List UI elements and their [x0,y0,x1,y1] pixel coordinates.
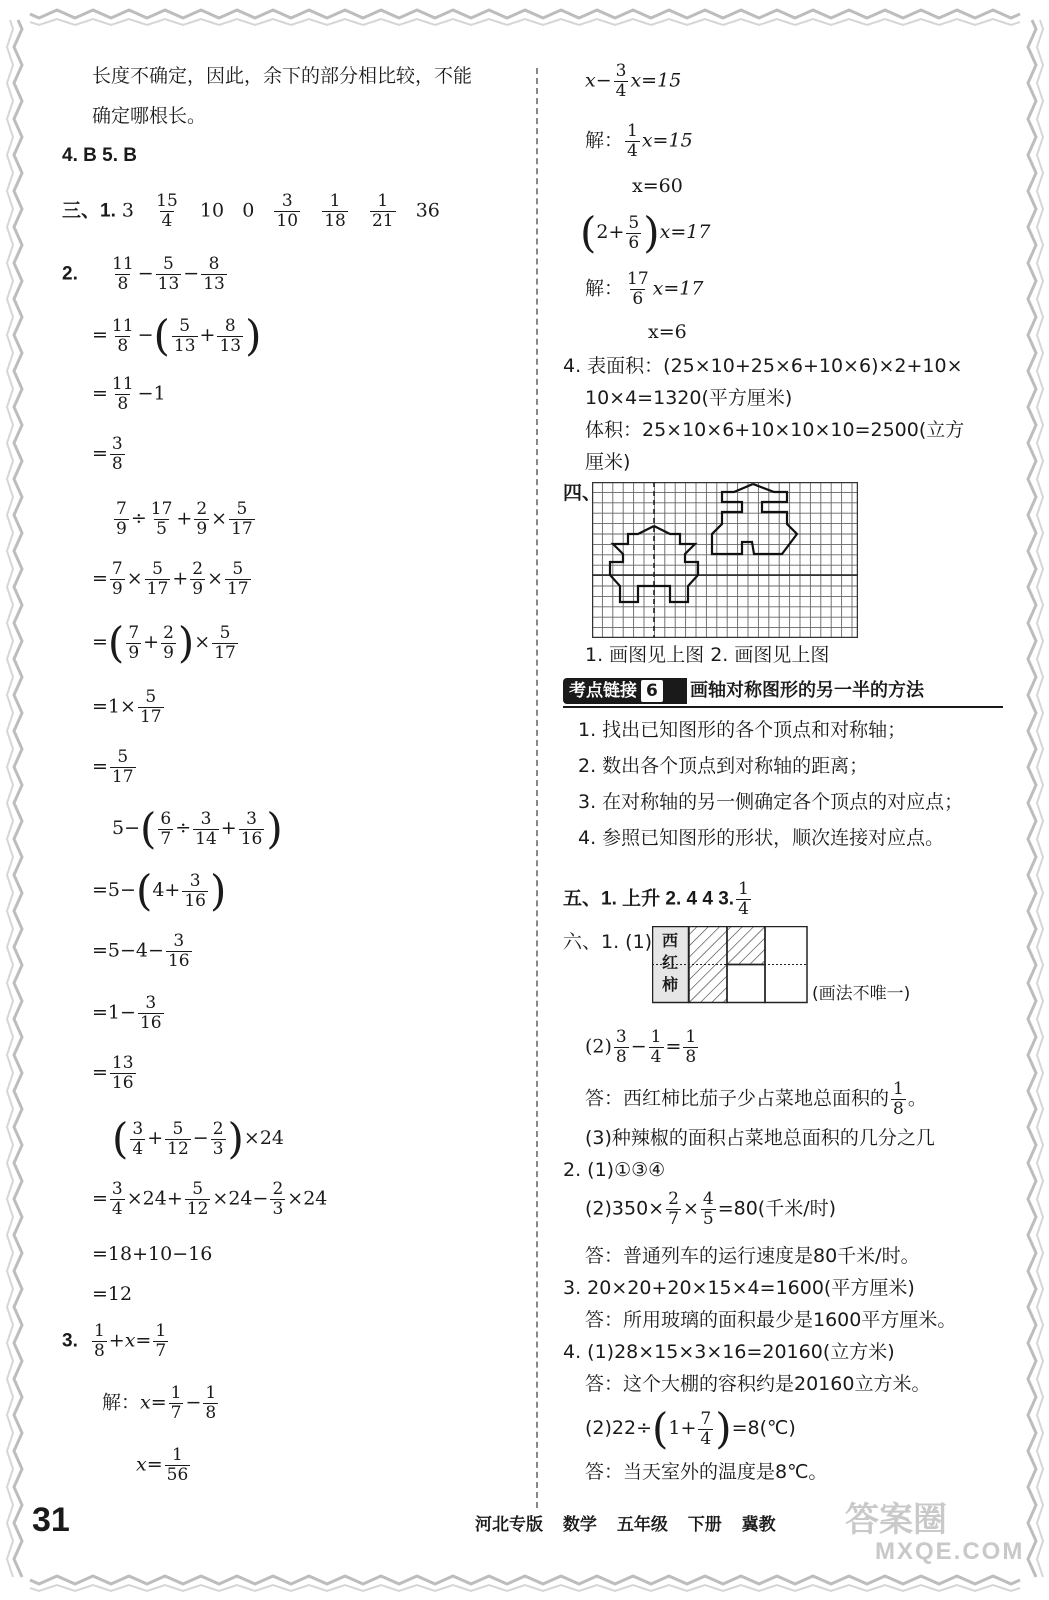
calc-line: $\frac{7}{9}$ ÷ $\frac{17}{5}$ + $\frac{2}{9}$ × $\frac{5}{17}$ [116,499,253,539]
calc-line: 解： $\frac{1}{4}$ x=15 [585,121,693,161]
answer-line: 答：这个大棚的容积约是20160立方米。 [585,1373,931,1395]
calc-line: 解：x= $\frac{1}{7}$ − $\frac{1}{8}$ [102,1383,217,1423]
method-step: 1. 找出已知图形的各个顶点和对称轴； [578,719,907,741]
fraction: $\frac{1}{21}$ [371,191,394,231]
calc-line: 解： $\frac{17}{6}$ x=17 [585,269,704,309]
answer-line: 答：普通列车的运行速度是80千米/时。 [585,1245,920,1267]
calc-line: =5−(4+ $\frac{3}{16}$ ) [92,866,227,915]
calc-line: =5−4− $\frac{3}{16}$ [92,931,190,971]
fraction: $\frac{15}{4}$ [156,191,178,231]
calc-line: (2+ $\frac{5}{6}$ )x=17 [580,208,711,257]
right-tree-shape [712,484,797,554]
answer-q4-line: 厘米) [585,451,631,473]
calc-line: x=60 [632,175,683,197]
calc-line: ( $\frac{3}{4}$ + $\frac{5}{12}$ − $\frac{2}{3}$ )×24 [112,1114,285,1163]
watermark-logo: 答案圈 [845,1500,947,1540]
answer-4-5: 4. B 5. B [62,145,137,166]
method-step: 3. 在对称轴的另一侧确定各个顶点的对应点； [578,791,964,813]
section-label: 三、1. [62,200,116,222]
footer-book-info: 河北专版 数学 五年级 下册 冀教 [475,1515,776,1535]
text-line: 确定哪根长。 [92,105,207,127]
section-3-q1: 三、1. 3 $\frac{15}{4}$ 10 0 $\frac{3}{10}$ $\frac{1}{18}$ $\frac{1}{21}$ 36 [62,191,440,231]
answer-line: 答：当天室外的温度是8℃。 [585,1461,828,1483]
answer-q4-line: 体积：25×10×6+10×10×10=2500(立方 [585,419,965,441]
answer-line: 3. 20×20+20×15×4=1600(平方厘米) [563,1277,915,1299]
draw-note: (画法不唯一) [812,984,911,1004]
calc-line: = $\frac{13}{16}$ [92,1053,134,1093]
column-divider [536,68,538,1508]
section-4-label: 四、 [563,483,602,504]
plot-label-tomato: 西红柿 [661,931,678,994]
answer-line: 2. (1)①③④ [563,1159,666,1181]
calc-line: = $\frac{11}{8}$ −1 [92,374,166,414]
answer-line: 答：西红柿比茄子少占菜地总面积的 $\frac{1}{8}$ 。 [585,1079,927,1119]
method-step: 2. 数出各个顶点到对称轴的距离； [578,755,869,777]
calc-line: (2) $\frac{3}{8}$ − $\frac{1}{4}$ = $\frac{1}{8}$ [585,1027,697,1067]
answer-q4-line: 4. 表面积：(25×10+25×6+10×6)×2+10× [563,355,963,377]
fraction: $\frac{1}{18}$ [324,191,346,231]
tag-underline [563,706,1003,708]
calc-line: (2)350× $\frac{2}{7}$ × $\frac{4}{5}$ =80(千米/时) [585,1189,837,1229]
fraction: $\frac{3}{10}$ [276,191,299,231]
calc-line: 2. $\frac{11}{8}$ − $\frac{5}{13}$ − $\frac{8}{13}$ [62,254,225,294]
calc-line: = $\frac{11}{8}$ −( $\frac{5}{13}$ + $\frac{8}{13}$ ) [92,311,262,360]
calc-line: 5−( $\frac{6}{7}$ ÷ $\frac{3}{14}$ + $\frac{3}{16}$ ) [112,804,283,853]
calc-line: =1× $\frac{5}{17}$ [92,687,162,727]
calc-line: x=6 [648,321,687,343]
answer-line: 答：所用玻璃的面积最少是1600平方厘米。 [585,1309,957,1331]
answer-q4-line: 10×4=1320(平方厘米) [585,387,793,409]
knowledge-link-title: 画轴对称图形的另一半的方法 [690,680,924,701]
calc-line: =( $\frac{7}{9}$ + $\frac{2}{9}$ )× $\frac{5}{17}$ [92,618,236,667]
calc-line: = $\frac{5}{17}$ [92,747,134,787]
watermark-url: MXQE.COM [875,1538,1025,1565]
text-line: 长度不确定，因此，余下的部分相比较，不能 [92,65,473,87]
calc-line: =18+10−16 [92,1243,213,1265]
answer-line: (3)种辣椒的面积占菜地总面积的几分之几 [585,1127,935,1149]
calc-line: =1− $\frac{3}{16}$ [92,993,162,1033]
calc-line: = $\frac{7}{9}$ × $\frac{5}{17}$ + $\frac{2}{9}$ × $\frac{5}{17}$ [92,559,249,599]
answer-line: 4. (1)28×15×3×16=20160(立方米) [563,1341,895,1363]
section-4-answers: 1. 画图见上图 2. 画图见上图 [585,644,830,666]
section-5-answers: 五、1. 上升 2. 4 4 3. $\frac{1}{4}$ [563,879,749,919]
knowledge-link-tag: 考点链接 6 [563,678,687,704]
calc-line: = $\frac{3}{8}$ [92,434,123,474]
page-number: 31 [32,1501,70,1539]
calc-line: =12 [92,1283,133,1305]
symmetry-grid-figure [592,482,858,638]
calc-line: = $\frac{3}{4}$ ×24+ $\frac{5}{12}$ ×24− $\frac{2}{3}$ ×24 [92,1179,328,1219]
section-6-label: 六、1. (1) [563,931,653,953]
calc-line: x= $\frac{1}{56}$ [136,1445,189,1485]
calc-line: (2)22÷(1+ $\frac{7}{4}$ )=8(℃) [585,1404,796,1453]
method-step: 4. 参照已知图形的形状，顺次连接对应点。 [578,827,945,849]
calc-line: x− $\frac{3}{4}$ x=15 [585,61,682,101]
calc-line: 3. $\frac{1}{8}$ +x= $\frac{1}{7}$ [62,1321,167,1361]
